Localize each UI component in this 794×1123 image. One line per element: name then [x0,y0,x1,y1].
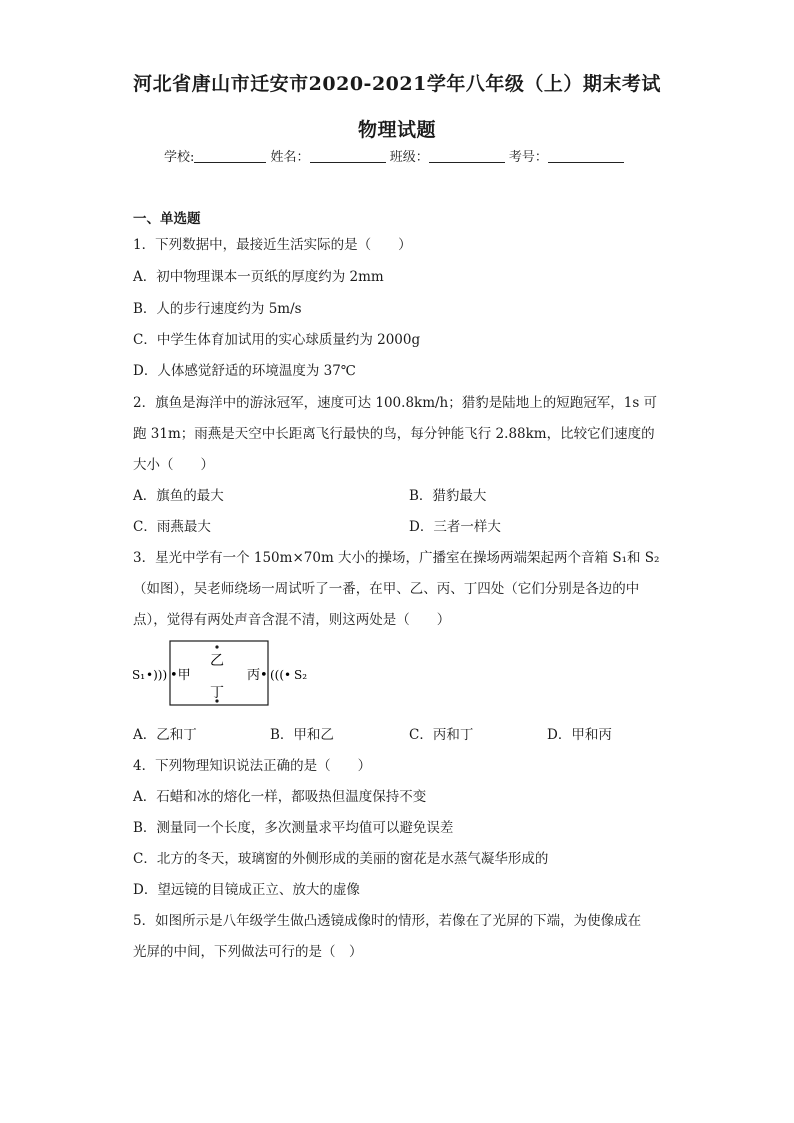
q3-stem-line: 3．星光中学有一个 150m×70m 大小的操场，广播室在操场两端架起两个音箱 S₁和 S₂ [133,550,660,566]
school-label: 学校: [164,150,195,165]
q1-option-b: B．人的步行速度约为 5m/s [133,301,302,317]
q1-option-c: C．中学生体育加试用的实心球质量约为 2000g [133,332,421,348]
student-info-row [164,146,624,165]
q4-option-b: B．测量同一个长度，多次测量求平均值可以避免误差 [133,820,454,836]
q2-stem-line: 大小（ ） [133,457,214,473]
school-field[interactable] [194,149,266,163]
q5-stem-line: 光屏的中间，下列做法可行的是（ ） [133,944,363,960]
exam-subtitle: 物理试题 [357,119,436,141]
q3-option-b: B．甲和乙 [270,727,334,743]
name-field[interactable] [310,149,386,163]
q3-stem-line: （如图），吴老师绕场一周试听了一番，在甲、乙、丙、丁四处（它们分别是各边的中 [133,581,640,597]
q2-option-a: A．旗鱼的最大 [133,488,224,504]
point-jia: •甲 [170,668,191,683]
q2-option-b: B．猎豹最大 [409,488,487,504]
yi-point [215,645,218,648]
q1-option-a: A．初中物理课本一页纸的厚度约为 2mm [133,269,384,285]
q1-option-d: D．人体感觉舒适的环境温度为 37℃ [133,363,356,379]
q2-stem-line: 跑 31m；雨燕是天空中长距离飞行最快的鸟，每分钟能飞行 2.88km，比较它们速度的 [133,426,655,442]
q4-stem: 4．下列物理知识说法正确的是（ ） [133,758,372,774]
q4-option-a: A．石蜡和冰的熔化一样，都吸热但温度保持不变 [133,789,427,805]
q3-option-d: D．甲和丙 [547,727,612,743]
q4-option-c: C．北方的冬天，玻璃窗的外侧形成的美丽的窗花是水蒸气凝华形成的 [133,851,549,867]
q5-stem-line: 5．如图所示是八年级学生做凸透镜成像时的情形，若像在了光屏的下端，为使像成在 [133,913,642,929]
q4-option-d: D．望远镜的目镜成正立、放大的虚像 [133,882,360,898]
s2-waves: (((• [270,668,292,682]
q2-option-d: D．三者一样大 [409,519,501,535]
q3-option-a: A．乙和丁 [133,727,197,743]
point-bing: 丙• [247,668,268,683]
q2-stem-line: 2．旗鱼是海洋中的游泳冠军，速度可达 100.8km/h；猎豹是陆地上的短跑冠军，1s 可 [133,395,658,411]
section-heading: 一、单选题 [133,211,201,227]
q2-option-c: C．雨燕最大 [133,519,211,535]
exam-no-label: 考号： [508,150,548,165]
point-ding: 丁 [210,685,224,701]
class-label: 班级： [389,150,429,165]
s1-waves: •))) [146,668,168,682]
playground-diagram [130,637,330,713]
class-field[interactable] [429,149,505,163]
speaker-s2: S₂ [294,668,308,682]
q1-stem: 1．下列数据中，最接近生活实际的是（ ） [133,237,412,253]
speaker-s1: S₁ [132,668,146,682]
point-yi: 乙 [210,653,224,669]
exam-no-field[interactable] [548,149,624,163]
playground-svg [130,637,330,713]
exam-title: 河北省唐山市迁安市2020-2021学年八年级（上）期末考试 [133,73,661,95]
q3-stem-line: 点），觉得有两处声音含混不清，则这两处是（ ） [133,612,451,628]
name-label: 姓名： [270,150,310,165]
q3-option-c: C．丙和丁 [409,727,474,743]
